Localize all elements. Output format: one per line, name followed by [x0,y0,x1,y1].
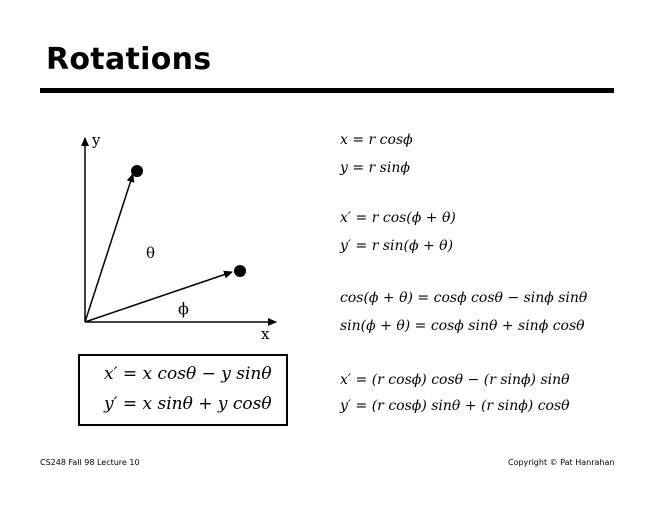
point-rotated [131,165,143,177]
theta-label: θ [146,244,156,262]
eq-y-prime-expanded: y′ = (r cosϕ) sinθ + (r sinϕ) cosθ [340,398,570,414]
eq-x-prime-polar: x′ = r cos(ϕ + θ) [340,210,456,226]
slide-title: Rotations [46,42,212,77]
boxed-rotation-formulas [78,354,288,426]
eq-x-prime-expanded: x′ = (r cosϕ) cosθ − (r sinϕ) sinθ [340,372,570,388]
eq-sin-sum: sin(ϕ + θ) = cosϕ sinθ + sinϕ cosθ [340,318,585,334]
y-axis-label: y [92,131,101,149]
eq-cos-sum: cos(ϕ + θ) = cosϕ cosθ − sinϕ sinθ [340,290,588,306]
vector-rotated [85,174,133,322]
phi-label: ϕ [178,299,189,318]
vector-original [85,272,232,322]
x-axis-label: x [261,325,270,343]
boxed-eq-y-prime: y′ = x sinθ + y cosθ [104,394,272,414]
footer-copyright: Copyright © Pat Hanrahan [508,458,615,467]
eq-y-polar: y = r sinϕ [340,160,410,176]
footer-course: CS248 Fall 98 Lecture 10 [40,458,140,467]
boxed-eq-x-prime: x′ = x cosθ − y sinθ [104,364,272,384]
eq-x-polar: x = r cosϕ [340,132,413,148]
point-original [234,265,246,277]
eq-y-prime-polar: y′ = r sin(ϕ + θ) [340,238,454,254]
